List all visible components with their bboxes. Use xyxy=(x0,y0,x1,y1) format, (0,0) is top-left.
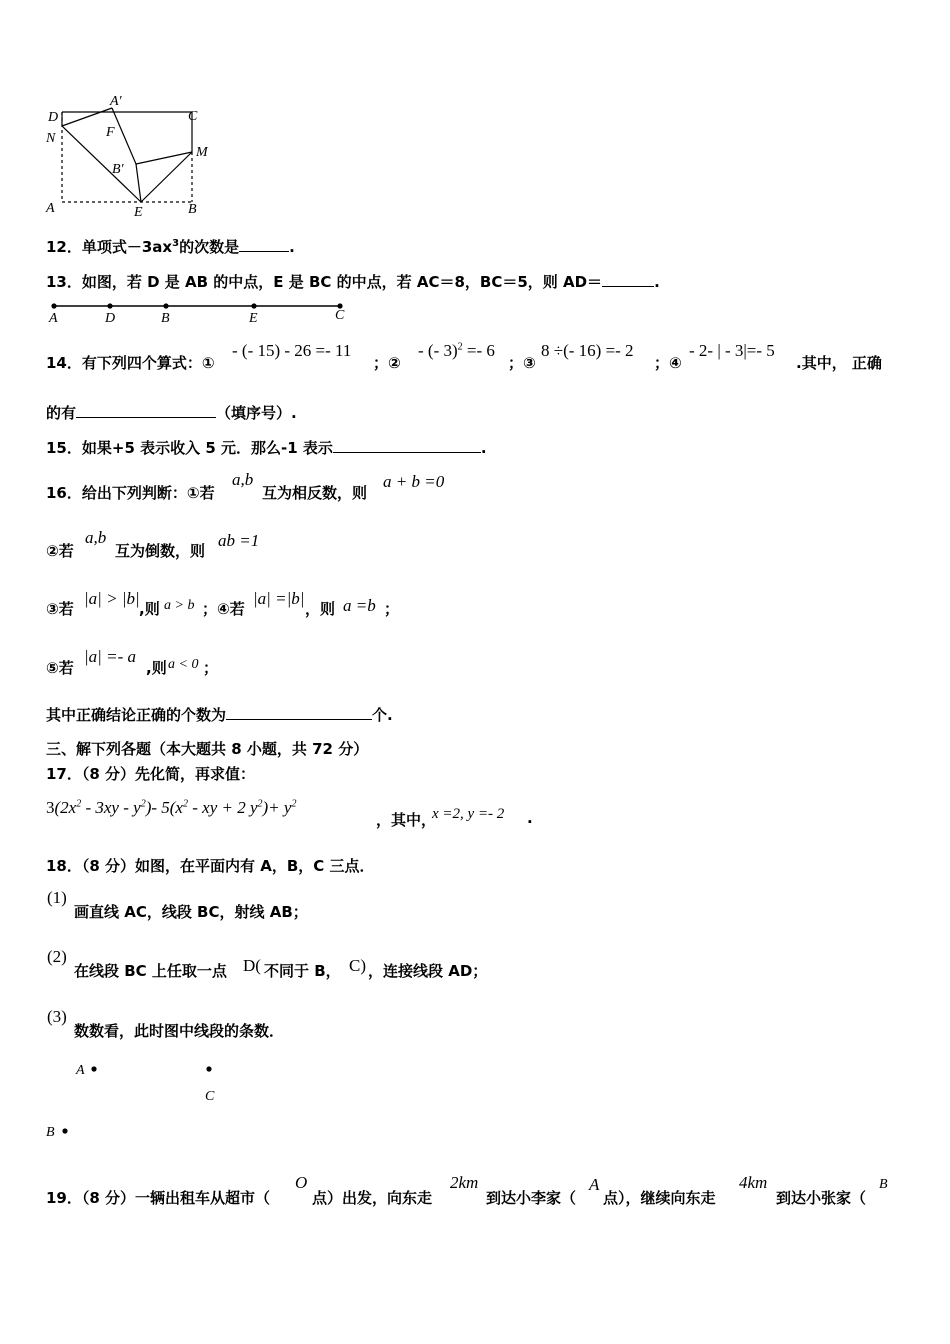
question-number: 19． xyxy=(46,1189,82,1207)
text: ； xyxy=(203,659,219,677)
segment-NE xyxy=(62,126,141,202)
math-ab: a,b xyxy=(232,470,254,489)
points-figure xyxy=(40,1058,240,1148)
answer-blank xyxy=(226,705,372,720)
point-E xyxy=(251,303,256,308)
point-C xyxy=(206,1066,211,1071)
question-number: 15． xyxy=(46,439,82,457)
text: ； xyxy=(384,600,400,618)
question-number: 16． xyxy=(46,484,82,502)
label-E: E xyxy=(249,311,258,326)
point-B xyxy=(62,1128,67,1133)
subpart-2-text: 在线段 BC 上任取一点 xyxy=(74,962,227,980)
separator: ；④ xyxy=(654,354,682,372)
label-B: B xyxy=(188,202,197,217)
question-16-line1: 16．给出下列判断：①若 xyxy=(46,484,215,502)
question-12: 12．单项式$-3ax^3$的次数是 . xyxy=(46,238,295,256)
question-16-summary: 其中正确结论正确的个数为 个. xyxy=(46,706,393,724)
question-16-line2: ②若 xyxy=(46,542,74,560)
text: ,则 xyxy=(139,600,160,618)
label-A: A xyxy=(49,311,58,326)
expression-1: - (- 15) - 26 =- 11 xyxy=(232,341,352,360)
number-line-figure xyxy=(44,297,354,327)
answer-blank xyxy=(76,403,216,418)
question-14-line1: 14．有下列四个算式：① xyxy=(46,354,215,372)
question-16-line5: ⑤若 xyxy=(46,659,74,677)
text: 互为相反数，则 xyxy=(262,484,368,502)
math-abs-neg: |a| =- a xyxy=(84,647,136,666)
text: 不同于 B， xyxy=(264,962,341,980)
label-A: A xyxy=(76,1063,85,1078)
label-Bprime: B′ xyxy=(112,162,124,177)
expression-simplify: $3(2x^2 - 3xy - y^2)-$ $5(x^2$ - xy + 2 $y^2)+ y^2$ xyxy=(46,798,297,817)
text: . xyxy=(527,809,533,827)
text: ，则 xyxy=(305,600,336,618)
question-14-line2: 的有 （填序号）. xyxy=(46,404,297,422)
question-17: 17．（8 分）先化简，再求值： xyxy=(46,765,256,783)
label-E: E xyxy=(134,205,143,220)
question-13: 13．如图，若 D 是 AB 的中点，E 是 BC 的中点，若 AC＝8，BC＝5，则 AD＝ . xyxy=(46,273,660,291)
separator: ；② xyxy=(373,354,401,372)
question-number: 13． xyxy=(46,273,82,291)
point-A xyxy=(51,303,56,308)
text: 到达小张家（ xyxy=(776,1189,867,1207)
label-B: B xyxy=(46,1125,55,1140)
expression-3: 8 ÷(- 16) =- 2 xyxy=(541,341,634,360)
segment-EM xyxy=(141,152,192,202)
text: ,则 xyxy=(146,659,167,677)
point-D xyxy=(107,303,112,308)
answer-blank xyxy=(239,237,289,252)
text: 点）出发，向东走 xyxy=(312,1189,433,1207)
answer-blank xyxy=(333,438,481,453)
segment-AprimeBprime xyxy=(112,108,136,164)
label-C: C xyxy=(188,109,198,124)
distance-1: 2km xyxy=(450,1173,479,1192)
expression-2: - (- 3)$^2$ =- 6 xyxy=(418,341,495,360)
text: ；④若 xyxy=(202,600,245,618)
label-D: D xyxy=(105,311,116,326)
text: ，连接线段 AD； xyxy=(368,962,488,980)
subpart-1-text: 画直线 AC，线段 BC，射线 AB； xyxy=(74,903,308,921)
math-sum: a + b =0 xyxy=(383,472,445,491)
label-N: N xyxy=(46,131,56,146)
label-D: D xyxy=(48,110,59,125)
label-A: A xyxy=(46,201,55,216)
math-A: A xyxy=(589,1175,600,1194)
math-C: C) xyxy=(349,956,366,975)
question-15: 15．如果+5 表示收入 5 元．那么-1 表示 . xyxy=(46,439,487,457)
distance-2: 4km xyxy=(739,1173,768,1192)
math-compare: a > b xyxy=(164,598,195,613)
text: 到达小李家（ xyxy=(486,1189,577,1207)
math-O: O xyxy=(295,1173,308,1192)
given-values: x =2, y =- 2 xyxy=(432,806,505,822)
segment-BprimeE xyxy=(136,164,141,202)
question-number: 18． xyxy=(46,857,82,875)
answer-blank xyxy=(602,272,654,287)
subpart-3-number: (3) xyxy=(47,1007,67,1026)
math-negative: a < 0 xyxy=(168,657,199,672)
question-number: 14． xyxy=(46,354,82,372)
expression-4: - 2- | - 3|=- 5 xyxy=(689,341,775,360)
segment-NAprime xyxy=(62,108,112,126)
text: 点），继续向东走 xyxy=(603,1189,716,1207)
math-abs-equal: |a| =|b| xyxy=(253,589,305,608)
math-B: B xyxy=(879,1177,888,1192)
tail-text: .其中， 正确 xyxy=(796,354,882,372)
question-number: 12． xyxy=(46,238,82,256)
question-19: 19．（8 分）一辆出租车从超市（ xyxy=(46,1189,271,1207)
subpart-1-number: (1) xyxy=(47,888,67,907)
math-equal: a =b xyxy=(343,596,376,615)
separator: ；③ xyxy=(508,354,536,372)
question-number: 17． xyxy=(46,765,82,783)
point-A xyxy=(91,1066,96,1071)
label-F: F xyxy=(106,125,115,140)
label-C: C xyxy=(205,1089,215,1104)
fold-figure xyxy=(40,92,220,222)
label-B: B xyxy=(161,311,170,326)
text: 互为倒数，则 xyxy=(115,542,206,560)
section-title: 三、解下列各题（本大题共 8 小题，共 72 分） xyxy=(46,740,369,758)
label-Aprime: A′ xyxy=(110,94,122,109)
segment-BprimeM xyxy=(136,152,192,164)
label-C: C xyxy=(335,308,345,323)
math-abs-compare: |a| > |b| xyxy=(84,589,140,608)
math-D: D( xyxy=(243,956,261,975)
subpart-3-text: 数数看，此时图中线段的条数． xyxy=(74,1022,285,1040)
question-16-line3: ③若 xyxy=(46,600,74,618)
question-18: 18．（8 分）如图，在平面内有 A，B，C 三点． xyxy=(46,857,375,875)
subpart-2-number: (2) xyxy=(47,947,67,966)
math-product: ab =1 xyxy=(218,531,260,550)
math-ab: a,b xyxy=(85,528,107,547)
point-B xyxy=(163,303,168,308)
text: ，其中， xyxy=(376,811,437,829)
label-M: M xyxy=(196,145,208,160)
